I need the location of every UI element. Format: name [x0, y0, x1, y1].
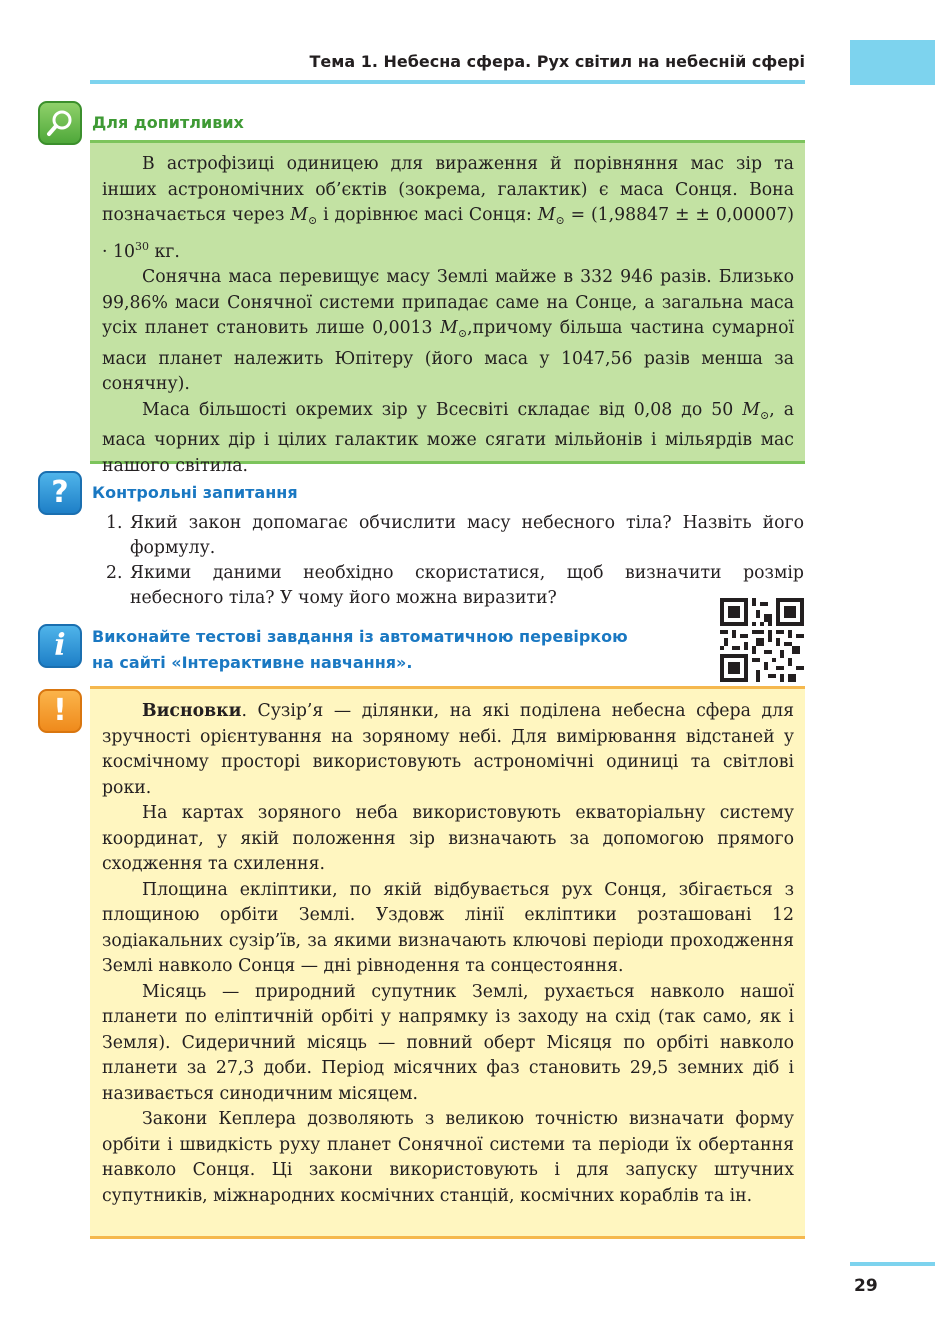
curious-paragraph-3: Маса більшості окремих зір у Всесвіті складає від 0,08 до 50 $M_⊙$, а маса чорних дір і цілих галактик може сягати мільйонів і мільярдів мас нашого світила. — [102, 399, 794, 476]
conclusions-paragraph-4: Місяць — природний супутник Землі, рухається навколо нашої планети по еліптичній орбіті у напрямку із заходу на схід (так само, як і Земля). Сидеричний місяць — повний оберт Місяця по орбіті навколо планети за 27,3 доби. Період місячних фаз становить 29,5 земних діб і називається синодичним місяцем. — [102, 981, 794, 1104]
curious-paragraph-2: Сонячна маса перевищує масу Землі майже в 332 946 разів. Близько 99,86% маси Сонячної системи припадає саме на Сонце, а загальна маса усіх планет становить лише 0,0013 $M_⊙,причому$ більша частина сумарної маси планет належить Юпітеру (його маса у 1047,56 разів менша за сонячну). — [102, 267, 794, 394]
qr-code[interactable] — [720, 598, 804, 682]
control-questions-list — [106, 511, 804, 611]
list-item: 2. Якими даними необхідно скористатися, щоб визначити розмір небесного тіла? У чому його можна виразити? — [106, 563, 804, 608]
conclusions-text — [102, 699, 794, 1209]
conclusions-paragraph-5: Закони Кеплера дозволяють з великою точністю визначати форму орбіти і швидкість руху планет Сонячної системи та періоди їх обертання навколо Сонця. Ці закони використовують і для запуску штучних супутників, міжнародних космічних станцій, космічних кораблів та ін. — [102, 1109, 794, 1206]
info-icon: i — [38, 624, 82, 668]
question-icon: ? — [38, 471, 82, 515]
conclusions-paragraph-1: Висновки. Сузір’я — ділянки, на які поділена небесна сфера для зручності орієнтування на зоряному небі. Для вимірювання відстаней у космічному просторі використовують астрономічні одиниці та світлові роки. — [102, 701, 794, 798]
magnifier-icon — [38, 101, 82, 145]
curious-text — [102, 152, 794, 479]
curious-section-title: Для допитливих — [92, 113, 244, 132]
page-number: 29 — [854, 1276, 878, 1296]
exclamation-icon: ! — [38, 689, 82, 733]
footer-rule — [850, 1262, 935, 1266]
page-header-title: Тема 1. Небесна сфера. Рух світил на небесній сфері — [309, 52, 805, 71]
conclusions-paragraph-2: На картах зоряного неба використовують екваторіальну систему координат, у якій положення зір визначають за допомогою прямого сходження та схилення. — [102, 803, 794, 874]
control-section-title: Контрольні запитання — [92, 483, 298, 502]
header-rule — [90, 80, 805, 84]
interactive-line-1: Виконайте тестові завдання із автоматичною перевіркою — [92, 627, 628, 646]
conclusions-paragraph-3: Площина екліптики, по якій відбувається рух Сонця, збігається з площиною орбіти Землі. Уздовж лінії екліптики розташовані 12 зодіакальних сузір’їв, за якими визначають ключові періоди проходження Землі навколо Сонця — дні рівнодення та сонцестояння. — [102, 879, 794, 976]
list-item: 1. Який закон допомагає обчислити масу небесного тіла? Назвіть його формулу. — [106, 513, 804, 558]
interactive-line-2: на сайті «Інтерактивне навчання». — [92, 653, 413, 672]
corner-tab — [850, 40, 935, 85]
curious-paragraph-1: В астрофізиці одиницею для вираження й порівняння мас зір та інших астрономічних об’єктів (зокрема, галактик) є маса Сонця. Вона позначається через $M_⊙$ і дорівнює масі Сонця: $M_⊙ = (1,98847$ ± ± $0,00007) \cdot 10^{30}$ кг. — [102, 154, 794, 262]
interactive-tests-note — [92, 624, 712, 676]
